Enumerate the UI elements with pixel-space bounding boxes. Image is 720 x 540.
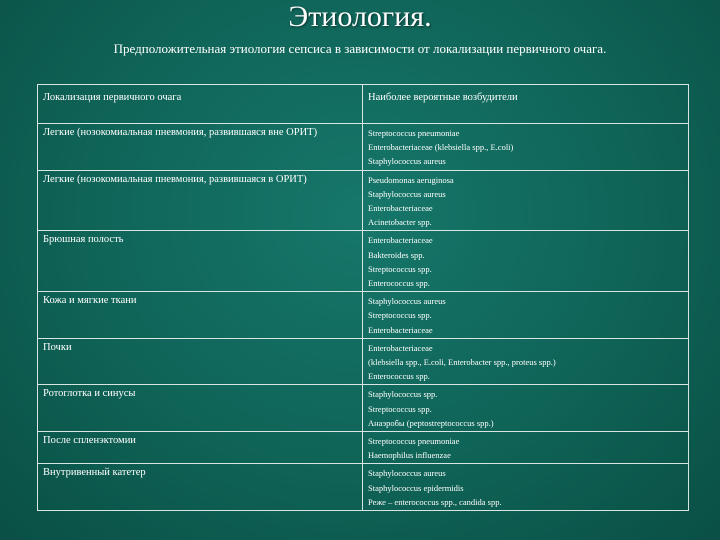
- pathogens-cell: [363, 231, 689, 292]
- etiology-table: [37, 84, 689, 511]
- table-row: [38, 124, 689, 171]
- pathogen-item: Streptococcus pneumoniae: [368, 436, 460, 447]
- pathogens-cell: [363, 338, 689, 385]
- site-cell: Брюшная полость: [38, 231, 363, 292]
- pathogens-cell: [363, 432, 689, 464]
- site-cell: После спленэктомии: [38, 432, 363, 464]
- pathogen-item: Acinetobacter spp.: [368, 217, 432, 228]
- site-cell: Внутривенный катетер: [38, 464, 363, 511]
- pathogen-item: (klebsiella spp., E.coli, Enterobacter spp., proteus spp.): [368, 357, 556, 368]
- table-row: [38, 170, 689, 231]
- pathogen-item: Staphylococcus aureus: [368, 156, 446, 167]
- pathogen-item: Staphylococcus aureus: [368, 468, 446, 479]
- slide-title: Этиология.: [288, 0, 432, 33]
- pathogens-cell: [363, 292, 689, 339]
- pathogen-item: Enterobacteriaceae: [368, 203, 433, 214]
- pathogen-item: Bakteroides spp.: [368, 249, 425, 260]
- pathogen-item: Streptococcus spp.: [368, 310, 432, 321]
- site-cell: Почки: [38, 338, 363, 385]
- pathogen-item: Enterobacteriaceae (klebsiella spp., E.coli): [368, 142, 514, 153]
- site-cell: Ротоглотка и синусы: [38, 385, 363, 432]
- header-site: Локализация первичного очага: [38, 85, 363, 124]
- pathogens-cell: [363, 464, 689, 511]
- table-row: [38, 292, 689, 339]
- table-row: [38, 338, 689, 385]
- table-row: [38, 385, 689, 432]
- pathogen-item: Enterobacteriaceae: [368, 324, 433, 335]
- pathogen-item: Enterobacteriaceae: [368, 342, 433, 353]
- table-row: [38, 464, 689, 511]
- pathogen-item: Enterococcus spp.: [368, 371, 430, 382]
- table-header-row: [38, 85, 689, 124]
- pathogens-cell: [363, 170, 689, 231]
- slide-subtitle: Предположительная этиология сепсиса в зависимости от локализации первичного очага.: [113, 41, 607, 56]
- pathogen-item: Streptococcus spp.: [368, 263, 432, 274]
- table-row: [38, 432, 689, 464]
- pathogen-item: Staphylococcus aureus: [368, 188, 446, 199]
- pathogen-item: Staphylococcus spp.: [368, 389, 438, 400]
- pathogen-item: Анаэробы (peptostreptococcus spp.): [368, 417, 494, 428]
- pathogen-item: Enterobacteriaceae: [368, 235, 433, 246]
- pathogen-item: Haemophilus influenzae: [368, 450, 451, 461]
- pathogen-item: Streptococcus pneumoniae: [368, 128, 460, 138]
- site-cell: Кожа и мягкие ткани: [38, 292, 363, 339]
- pathogens-cell: [363, 385, 689, 432]
- pathogen-item: Staphylococcus aureus: [368, 296, 446, 307]
- site-cell: Легкие (нозокомиальная пневмония, развившаяся в ОРИТ): [38, 170, 363, 231]
- table-row: [38, 231, 689, 292]
- pathogens-cell: [363, 124, 689, 171]
- pathogen-item: Реже – enterococcus spp., candida spp.: [368, 496, 502, 507]
- header-pathogens: Наиболее вероятные возбудители: [363, 85, 689, 124]
- pathogen-item: Streptococcus spp.: [368, 403, 432, 414]
- pathogen-item: Staphylococcus epidermidis: [368, 482, 464, 493]
- pathogen-item: Enterococcus spp.: [368, 278, 430, 289]
- pathogen-item: Pseudomonas aeruginosa: [368, 174, 454, 185]
- site-cell: Легкие (нозокомиальная пневмония, развившаяся вне ОРИТ): [38, 124, 363, 171]
